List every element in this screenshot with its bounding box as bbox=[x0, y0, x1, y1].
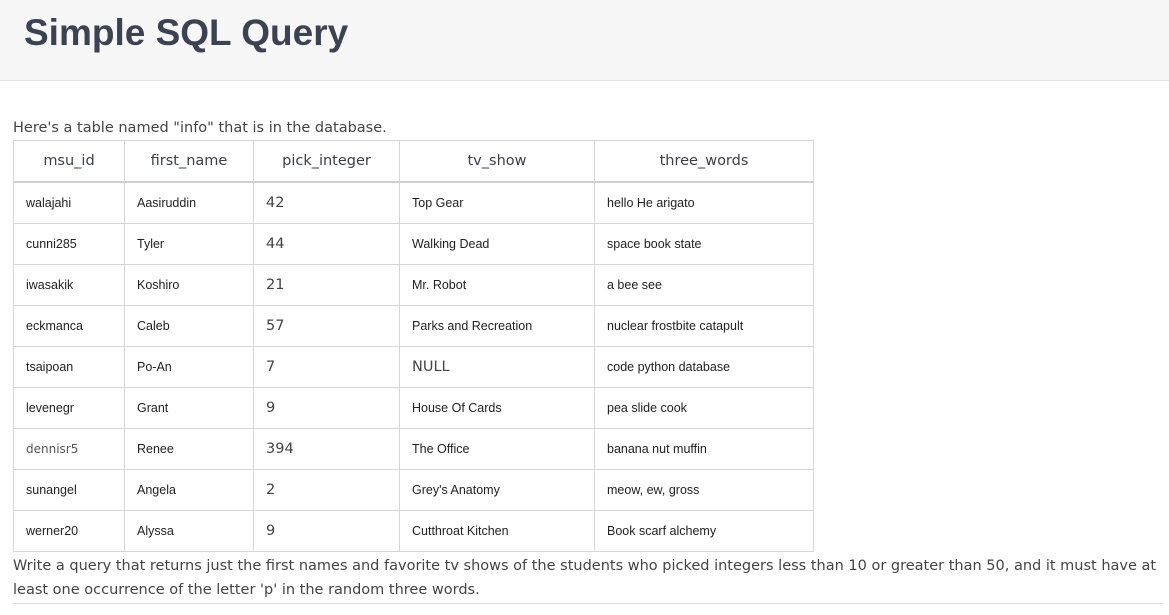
cell-tv-show: Parks and Recreation bbox=[400, 306, 595, 347]
table-row bbox=[14, 429, 814, 470]
cell-first-name: Alyssa bbox=[125, 511, 254, 552]
question-text: Write a query that returns just the first names and favorite tv shows of the students who picked integers less than 10 or greater than 50, and it must have at least one occurrence of the letter 'p' in the random three words. bbox=[13, 558, 1157, 598]
info-table bbox=[13, 140, 814, 552]
page-header bbox=[0, 0, 1169, 81]
table-row bbox=[14, 470, 814, 511]
cell-msu-id: tsaipoan bbox=[14, 347, 125, 388]
cell-tv-show: Cutthroat Kitchen bbox=[400, 511, 595, 552]
cell-pick-integer: 394 bbox=[254, 429, 400, 470]
cell-three-words: nuclear frostbite catapult bbox=[595, 306, 814, 347]
table-row bbox=[14, 265, 814, 306]
cell-pick-integer: 42 bbox=[254, 182, 400, 224]
cell-tv-show: Top Gear bbox=[400, 182, 595, 224]
cell-pick-integer: 21 bbox=[254, 265, 400, 306]
cell-pick-integer: 9 bbox=[254, 388, 400, 429]
cell-three-words: pea slide cook bbox=[595, 388, 814, 429]
cell-tv-show: The Office bbox=[400, 429, 595, 470]
cell-pick-integer: 2 bbox=[254, 470, 400, 511]
cell-three-words: hello He arigato bbox=[595, 182, 814, 224]
column-header-pick-integer: pick_integer bbox=[254, 141, 400, 183]
cell-tv-show: House Of Cards bbox=[400, 388, 595, 429]
cell-msu-id: eckmanca bbox=[14, 306, 125, 347]
cell-msu-id: walajahi bbox=[14, 182, 125, 224]
cell-first-name: Renee bbox=[125, 429, 254, 470]
cell-three-words: code python database bbox=[595, 347, 814, 388]
cell-tv-show: NULL bbox=[400, 347, 595, 388]
cell-pick-integer: 9 bbox=[254, 511, 400, 552]
column-header-first-name: first_name bbox=[125, 141, 254, 183]
cell-three-words: Book scarf alchemy bbox=[595, 511, 814, 552]
page-title: Simple SQL Query bbox=[24, 12, 349, 53]
cell-first-name: Po-An bbox=[125, 347, 254, 388]
cell-first-name: Angela bbox=[125, 470, 254, 511]
table-row bbox=[14, 388, 814, 429]
cell-first-name: Caleb bbox=[125, 306, 254, 347]
cell-tv-show: Walking Dead bbox=[400, 224, 595, 265]
cell-msu-id: cunni285 bbox=[14, 224, 125, 265]
cell-three-words: meow, ew, gross bbox=[595, 470, 814, 511]
cell-tv-show: Grey's Anatomy bbox=[400, 470, 595, 511]
cell-pick-integer: 57 bbox=[254, 306, 400, 347]
intro-text: Here's a table named "info" that is in the database. bbox=[13, 120, 387, 136]
column-header-three-words: three_words bbox=[595, 141, 814, 183]
cell-msu-id: levenegr bbox=[14, 388, 125, 429]
column-header-msu-id: msu_id bbox=[14, 141, 125, 183]
cell-first-name: Aasiruddin bbox=[125, 182, 254, 224]
cell-msu-id: werner20 bbox=[14, 511, 125, 552]
cell-pick-integer: 44 bbox=[254, 224, 400, 265]
cell-msu-id: dennisr5 bbox=[14, 429, 125, 470]
table-row bbox=[14, 224, 814, 265]
table-row bbox=[14, 511, 814, 552]
cell-three-words: banana nut muffin bbox=[595, 429, 814, 470]
cell-first-name: Grant bbox=[125, 388, 254, 429]
cell-msu-id: iwasakik bbox=[14, 265, 125, 306]
cell-tv-show: Mr. Robot bbox=[400, 265, 595, 306]
cell-three-words: a bee see bbox=[595, 265, 814, 306]
cell-first-name: Tyler bbox=[125, 224, 254, 265]
table-row bbox=[14, 347, 814, 388]
cell-three-words: space book state bbox=[595, 224, 814, 265]
table-header-row bbox=[14, 141, 814, 183]
cell-first-name: Koshiro bbox=[125, 265, 254, 306]
column-header-tv-show: tv_show bbox=[400, 141, 595, 183]
cell-msu-id: sunangel bbox=[14, 470, 125, 511]
cell-pick-integer: 7 bbox=[254, 347, 400, 388]
section-divider bbox=[13, 603, 1163, 604]
table-row bbox=[14, 182, 814, 224]
table-row bbox=[14, 306, 814, 347]
